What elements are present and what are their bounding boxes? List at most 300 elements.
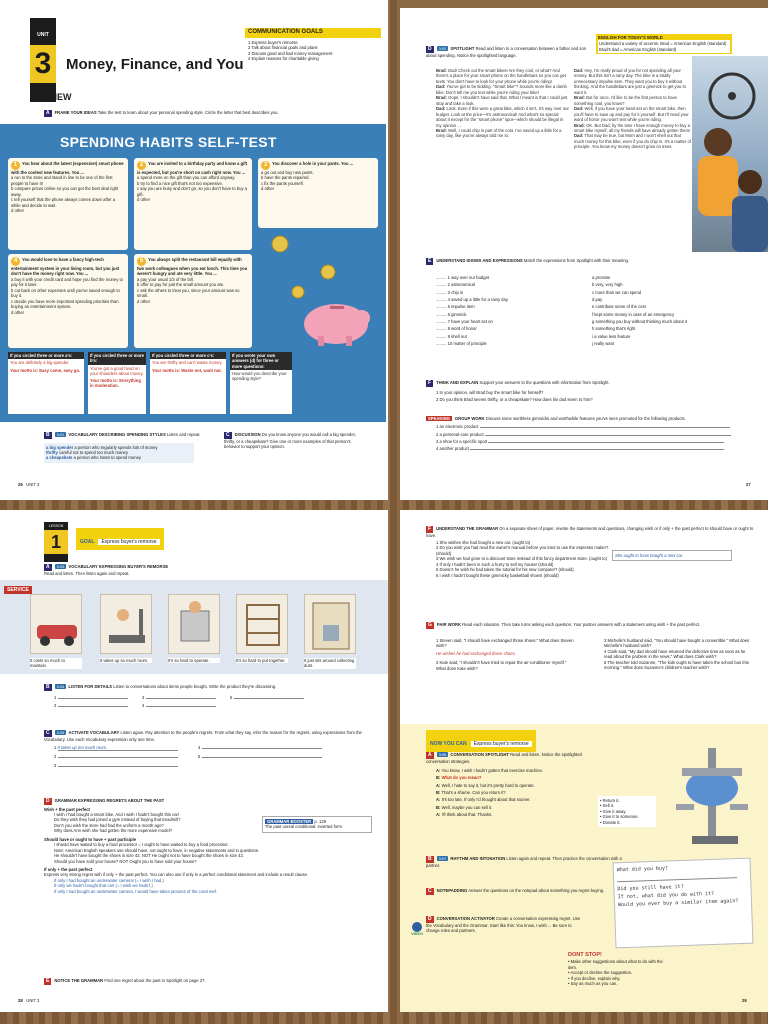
preview-heading: PREVIEW (30, 92, 72, 102)
option[interactable]: c decide you have more important spending priorities than buying an entertainment system. (11, 298, 119, 310)
answer-line[interactable] (54, 754, 194, 759)
vocab-definition: careful not to spend too much money (59, 449, 128, 455)
grammar-example: Should you have sold your house? NOT Ought you to have sold your house? (54, 858, 197, 864)
exercise-text: Support your answers to the questions with information from Spotlight. (479, 380, 610, 385)
audio-track-icon[interactable]: 3:05 (56, 730, 65, 735)
grammar-heading: Wish + the past perfect (44, 806, 90, 812)
product-text: 2 a personal-care product (436, 431, 484, 437)
exercise-heading: VOCABULARY (68, 432, 98, 437)
question-5 (134, 254, 252, 348)
audio-track-icon[interactable]: 3:04 (56, 684, 65, 689)
option[interactable]: a pay your usual 1/3 of the bill. (137, 276, 194, 282)
idea-item: • Give it to someone. (600, 814, 639, 820)
footer-unit: UNIT 3 (26, 998, 40, 1003)
exercise-c (224, 432, 364, 449)
comm-goals-list (245, 38, 381, 64)
illustration-shelf (236, 594, 288, 654)
dont-stop-box (568, 952, 668, 986)
exercise-d-activator (426, 916, 586, 933)
exercise-text: Read each situation. Then take turns asking each question. Your partner answers with a statement using wish + the past perfect. (462, 622, 701, 627)
english-today-text: Understand a variety of accents. Brad = American English (standard) Brad's dad = American English (standard) (598, 40, 730, 53)
notepad (613, 858, 754, 949)
exercise-text: Discuss some worthless gimmicks and worthwhile features you've seen promoted for the following products. (485, 416, 686, 421)
question-text: You discover a hole in your pants. You ... (272, 161, 354, 166)
conversation-line (436, 84, 570, 95)
page-27 (400, 0, 768, 500)
result-body: How would you describe your spending style? (232, 370, 287, 381)
speaker: Dad: (574, 68, 584, 73)
exercise-subheading: DESCRIBING SPENDING STYLES (98, 432, 166, 437)
video-icon (412, 922, 422, 932)
dont-stop-item: • If you decline, explain why. (568, 975, 621, 981)
goal-text: Express buyer's remorse (98, 539, 159, 545)
statement-item: 4 If only I hadn't been in such a hurry to sell my house! (should) (436, 561, 554, 567)
line-text: Oops. I shouldn't have said that. What I meant is that I could just stop and take a look. (436, 95, 568, 106)
page-top-strip (400, 0, 768, 8)
illustration-machine (168, 594, 220, 654)
exercise-label: E (46, 978, 50, 984)
exercise-text: Create a conversation expressing regret. Use the Vocabulary and the Grammar. Start like this: You know, I wish ... Be sure to change roles and partners. (426, 916, 581, 933)
idiom-item[interactable]: ......... 3 chip in (436, 289, 464, 295)
question-1 (8, 158, 128, 250)
self-test-title: SPENDING HABITS SELF-TEST (60, 134, 277, 150)
exercise-label: A (46, 110, 50, 116)
exercise-e-notice (44, 978, 364, 985)
speaker: B: (436, 775, 441, 781)
grammar-example: If only we hadn't bought that car! (= I wish we hadn't.) (54, 883, 153, 889)
audio-track-icon[interactable]: 3:07 (438, 856, 447, 861)
line-text: Well, I hate to say it, but it's pretty hard to operate. (441, 782, 535, 788)
dont-stop-item: • Accept or decline the suggestion. (568, 970, 633, 976)
english-today-heading: ENGLISH FOR TODAY'S WORLD (598, 35, 663, 40)
grammar-heading: If only + the past perfect (44, 867, 93, 873)
notepad-question: What did you buy? (616, 865, 669, 874)
exercise-heading: GROUP WORK (454, 416, 485, 421)
idiom-item[interactable]: ......... 1 way over our budget (436, 275, 490, 280)
booster-text: The past unreal conditional: inverted form (265, 824, 343, 830)
question-text: You are invited to a birthday party and know a gift is expected, but you're short on cash right now. You ... (137, 161, 248, 175)
option[interactable]: b have the pants repaired. (261, 175, 310, 181)
exercise-d-spotlight (426, 46, 594, 58)
exercise-heading: ACTIVATE VOCABULARY (68, 730, 120, 735)
exercise-heading: GRAMMAR (54, 798, 77, 803)
exercise-text: Listen again and repeat. Then practice the conversation with a partner. (426, 856, 622, 868)
illustration-treadmill (100, 594, 152, 654)
vocab-illustration-strip (0, 580, 388, 674)
speaker: A: (436, 782, 441, 788)
english-today-box (596, 34, 732, 54)
illustration-caption: It's so hard to operate. (168, 658, 220, 663)
father-son-bike-photo (692, 56, 768, 252)
grammar-example: If only I had bought an underwater camera, I would have taken pictures of the coral reef. (54, 888, 218, 894)
product-item[interactable] (436, 423, 756, 430)
speaker: Brad: (436, 95, 447, 101)
question-3 (258, 158, 378, 228)
option[interactable]: d other (137, 197, 151, 203)
closet-drawing (305, 595, 357, 655)
now-you-can-panel (400, 724, 768, 1012)
question-number: 3 (261, 161, 270, 170)
audio-track-icon[interactable]: 3:01 (56, 432, 65, 437)
exercise-label: C (226, 432, 230, 438)
answer-line[interactable] (54, 763, 194, 768)
statement-item: 2 Do you wish you had read the owner's manual before you tried to use the espresso maker? (should) (436, 545, 609, 556)
option[interactable]: a run to the store and stand in line to be one of the first people to have it! (11, 175, 113, 186)
example-answer: It takes up too much room. (58, 745, 178, 751)
option[interactable]: c fix the pants yourself. (261, 180, 304, 186)
product-item[interactable] (436, 438, 756, 445)
goal-item: 1 Express buyer's remorse (248, 39, 298, 45)
dont-stop-heading: DONT STOP! (568, 952, 602, 958)
speaker: Brad: (574, 95, 585, 101)
grammar-note: Note: American English speakers use should have, not ought to have, in negative statements and in questions. (54, 847, 260, 853)
line-text: You've got to be kidding. "Smart bike"? Sounds more like a dumb bike. Don't tell me you text while you're riding your bike! (436, 84, 567, 95)
grammar-example: Do they wish they had joined a gym instead of buying that treadmill? (54, 817, 181, 823)
result-heading: If you circled three or more b's: (90, 353, 144, 364)
meaning-item: i a value less feature (592, 333, 631, 339)
exercise-heading: UNDERSTAND IDIOMS AND EXPRESSIONS (436, 258, 523, 263)
speaker: Dad: (436, 106, 446, 112)
conversation-line (436, 796, 606, 803)
line-text: What do you mean? (441, 775, 482, 781)
lesson-label: LESSON (48, 524, 64, 528)
speaker: A: (436, 797, 441, 803)
meaning-item: j really want (592, 341, 615, 347)
idiom-item[interactable]: ......... 8 word of honor (436, 326, 477, 332)
answer-number: 3 (54, 762, 57, 768)
product-item[interactable] (436, 445, 756, 452)
meaning-item: h something that's right (592, 326, 636, 332)
notepad-question: Did you still have it? (617, 883, 684, 893)
question-number: 2 (137, 161, 146, 170)
line-text: Dad! Check out the smart bikes! Are they cool, or what? And there's a place for your smart phone on the handlebars so you can get texts. You don't have to look for your phone while you're riding! (436, 68, 566, 84)
option[interactable]: b try to find a nice gift that's not too expensive. (137, 180, 223, 186)
notepad-question: Would you ever buy a similar item again? (617, 898, 739, 909)
meaning-item: b very, very high (592, 282, 623, 288)
exercise-a-vocab (44, 564, 344, 576)
speaker: Brad: (574, 122, 585, 128)
answer-number: 3 (142, 694, 145, 700)
spotlight-conversation-col2 (574, 68, 692, 150)
page-number: 27 (746, 482, 751, 487)
result-body: You've got a good head on your shoulders about money. (90, 365, 144, 376)
conversation-line (574, 68, 692, 95)
exercise-label: C (46, 730, 50, 736)
meanings-list (592, 274, 760, 347)
product-text: 1 an electronic product (436, 424, 479, 430)
goal-item: 2 Talk about financial goals and plans (248, 45, 318, 51)
line-text: I'll think about that. Thanks. (441, 812, 493, 818)
exercise-text: Read and listen. Notice the spotlighted conversation strategies. (426, 752, 582, 764)
exercise-label: F (428, 526, 432, 532)
exercise-text: Take the test to learn about your personal spending style. Circle the letter that best describes you. (97, 110, 279, 115)
result-a (8, 352, 84, 414)
exercise-text: Answer the questions on the notepad about something you regret buying. (468, 888, 605, 893)
result-motto: Your motto is: Waste not, want not. (152, 367, 222, 373)
illustration-caption: It costs so much to maintain. (30, 658, 82, 669)
conversation-line (436, 128, 570, 139)
answer-number: 1 (54, 694, 57, 700)
vocab-word: a big spender (46, 444, 74, 450)
goal-text: Express buyer's remorse (471, 741, 532, 747)
audio-track-icon[interactable]: 3:03 (56, 564, 65, 569)
self-test-panel (0, 124, 386, 422)
result-body: You are definitely a big spender. (10, 360, 70, 366)
grammar-example: He shouldn't have bought the shoes in size 42. NOT He ought not to have bought the shoes in size 42. (54, 853, 244, 859)
question-number: 1 (11, 161, 20, 170)
shelf-drawing (237, 595, 289, 655)
exercise-d-grammar (44, 798, 378, 894)
idioms-list (436, 274, 576, 347)
answer-line[interactable] (54, 745, 194, 751)
exercise-label: A (46, 564, 50, 570)
exercise-f (426, 380, 756, 403)
page-footer (18, 482, 39, 487)
page-footer (18, 998, 39, 1003)
illustration-car (30, 594, 82, 654)
result-heading: If you wrote your own answers (d) for three or more questions: (230, 352, 292, 370)
idiom-item[interactable]: ......... 7 have your heart set on (436, 319, 493, 325)
conversation-line (574, 95, 692, 106)
product-text: 4 another product (436, 445, 469, 451)
illustration-caption: It just sits around collecting dust. (304, 658, 355, 669)
answer-line[interactable] (142, 703, 226, 708)
line-text: Hey, I'm really proud of you for not spending all your money. But this isn't a rainy day. The bike is a totally unnecessary impulse item. They want you to buy it without thinking. And the handlebars are just a gimmick to get you to want it. (574, 68, 686, 95)
line-text: Well, maybe you can sell it. (441, 804, 493, 810)
question-number: 5 (137, 257, 146, 266)
answer-line[interactable] (198, 745, 338, 751)
answer-number: 2 (54, 702, 57, 708)
idiom-text: 7 have your heart set on (447, 319, 493, 325)
audio-track-icon[interactable]: 3:02 (438, 46, 447, 51)
option[interactable]: c ask the others to treat you, since your amount was so small. (137, 287, 240, 299)
idiom-text: 8 word of honor (447, 326, 477, 332)
exercise-label: E (428, 258, 432, 264)
grammar-example: I should have waited to buy a food processor = I ought to have waited to buy a food processor. (54, 842, 229, 848)
situation-item: 2 Kate said, "I shouldn't have tried to repair the air-conditioner myself." What does Kate wish? (436, 660, 567, 671)
option[interactable]: d other (261, 186, 275, 192)
goal-item: 3 Discuss good and bad money management (248, 50, 333, 56)
option[interactable]: c say you are busy and don't go, so you don't have to buy a gift. (137, 186, 248, 197)
exercise-heading: VOCABULARY (68, 564, 98, 569)
notepad-question: If not, what did you do with it? (617, 890, 715, 901)
situation-item: 5 The teacher told Suzanne, "The kids ought to have taken the school bus this morning." What does Suzanne's children's teacher wish? (604, 659, 749, 671)
option[interactable]: b compare prices online so you can get the best deal right away. (11, 186, 119, 197)
exercise-heading: NOTEPADDING (436, 888, 468, 893)
option[interactable]: b offer to pay for just the small amount you ate. (137, 282, 225, 288)
pair-work-col1 (436, 638, 576, 671)
option[interactable]: d other (137, 298, 151, 304)
exercise-e (426, 258, 756, 265)
conversation-line (574, 106, 692, 122)
option[interactable]: d other (11, 309, 25, 315)
idiom-text: 4 saved up a little for a rainy day (447, 297, 508, 303)
conversation-line (436, 767, 606, 774)
question-text: You hear about the latest (expensive!) smart phone with the coolest new features. You ... (11, 161, 124, 175)
idiom-text: 10 matter of principle (447, 341, 487, 347)
exercise-label: G (428, 622, 432, 628)
product-text: 3 a shoe for a specific sport (436, 438, 488, 444)
situation-item: 1 Steven said, "I should have exchanged those shoes." What does Steven wish? (436, 638, 574, 649)
exercise-heading: SPOTLIGHT (450, 46, 475, 51)
page-number: 29 (742, 998, 747, 1003)
product-item[interactable] (436, 431, 756, 438)
exercise-text: On a separate sheet of paper, rewrite the statements and questions, changing wish or if only + the past perfect to should have or ought to have. (426, 526, 754, 538)
line-text: Look. Even if this were a great bike, which it isn't, it's way over our budget. Look at the price—it's astronomical! And what's so special about it except for the "smart phone" spot—which should be illegal in my opinion ... (436, 106, 569, 128)
option[interactable]: b cut back on other expenses until you've saved enough to buy it. (11, 287, 120, 299)
exercise-b (44, 432, 204, 463)
goal-banner (76, 528, 164, 550)
exercise-text: Read and listen to a conversation between a father and son about spending. Notice the spotlighted language. (426, 46, 587, 58)
speaker: B: (436, 789, 441, 795)
line-text: Well, if you have your heart set on the smart bike, then you'll have to save up and pay for it yourself. But I'll need your word of honor you won't text while you're riding. (574, 106, 689, 123)
pair-work-col2 (604, 638, 754, 671)
answer-number: 5 (230, 694, 233, 700)
conversation-line (436, 95, 570, 106)
idea-item: • Give it away. (600, 808, 627, 814)
grammar-heading: Should have or ought to have + past participle (44, 836, 137, 842)
option[interactable]: d other (11, 208, 25, 214)
answer-line[interactable] (142, 695, 226, 700)
footer-unit: UNIT 3 (26, 482, 40, 487)
speaker: Brad: (436, 68, 447, 73)
conversation-line (436, 68, 570, 84)
option[interactable]: a buy it with your credit card and hope you find the money to pay for it later. (11, 276, 123, 288)
line-text: You know, I wish I hadn't gotten that exercise machine. (441, 767, 543, 773)
result-d (230, 352, 292, 414)
illustration-caption: It's so hard to put together. (236, 658, 288, 663)
unit-number: 3 (30, 45, 56, 83)
option[interactable]: a go out and buy new pants. (261, 170, 314, 175)
service-sign: SERVICE (4, 586, 32, 594)
answer-line[interactable] (54, 703, 138, 708)
page-number: 28 (18, 998, 23, 1003)
idiom-item[interactable]: ......... 4 saved up a little for a rainy day (436, 297, 508, 303)
question-text: You always split the restaurant bill equally with two work colleagues when you eat lunch. This time you weren't hungry and ate very little. You ... (137, 257, 248, 277)
speaking-tag: SPEAKING (428, 416, 450, 421)
exercise-label: D (428, 916, 432, 922)
idiom-item[interactable]: ......... 9 shell out (436, 333, 467, 339)
exercise-heading: CONVERSATION ACTIVATOR (436, 916, 495, 921)
statement-item: 6 I wish I hadn't bought these gimmicky basketball shoes! (should) (436, 572, 559, 578)
statement-item: 1 She wishes she had bought a new car. (ought to) (436, 539, 531, 545)
illustration-closet (304, 594, 356, 654)
question-4 (8, 254, 128, 348)
meaning-item: e contribute some of the cost (592, 304, 646, 310)
answer-number: 5 (198, 754, 201, 760)
idiom-text: 3 chip in (447, 289, 464, 295)
audio-track-icon[interactable]: 3:06 (438, 752, 447, 757)
meaning-item: g something you buy without thinking much about it (592, 319, 687, 325)
answer-line[interactable] (230, 695, 314, 700)
idiom-text: 1 way over our budget (447, 275, 490, 280)
exercise-b-rhythm (426, 856, 626, 868)
statement-item: 5 Doesn't he wish he had taken the tutorial for his new computer? (should) (436, 567, 574, 573)
question-item: 1 In your opinion, will Brad buy the smart bike for himself? (436, 389, 544, 395)
question-2 (134, 158, 252, 250)
exercise-label: B (428, 856, 432, 862)
treadmill-drawing (101, 595, 153, 655)
result-motto: Your motto is: Easy come, easy go. (10, 367, 81, 373)
situation-item: 4 Clark said, "My dad should have returned the defective tires as soon as he read about the problem in the news." What does Clark wish? (604, 648, 746, 660)
meaning-item: f kept some money in case of an emergency (592, 311, 675, 317)
illustration-caption: It takes up so much room. (100, 658, 152, 663)
conversation-line (436, 774, 606, 781)
conversation-line (436, 782, 606, 789)
grammar-booster-box[interactable] (262, 816, 372, 833)
exercise-a-conversation (426, 752, 606, 818)
exercise-text: Listen again. Pay attention to the people's regrets. From what they say, infer the reason for the regrets, using expressions from the Vocabulary. Use each Vocabulary expression only one time. (44, 730, 362, 742)
goal-tag: GOAL (80, 539, 95, 545)
exercise-subheading: EXPRESSING REGRETS ABOUT THE PAST (78, 798, 165, 803)
booster-page: p. 129 (314, 819, 327, 824)
exercise-machine-illustration (662, 728, 762, 854)
idea-item: • Donate it. (600, 819, 621, 825)
idiom-item[interactable]: ......... 6 gimmick (436, 311, 467, 317)
question-number: 4 (11, 257, 20, 266)
result-heading: If you circled three or more a's: (8, 352, 84, 359)
vocab-word: thrifty (46, 449, 58, 455)
video-label: VIDEO (411, 932, 423, 936)
idiom-item[interactable]: ......... 2 astronomical (436, 282, 475, 288)
now-you-can-tag: NOW YOU CAN (430, 741, 467, 747)
grammar-example: I wish I had bought a smart bike. And I wish I hadn't bought this car! (54, 811, 180, 817)
vocab-box (44, 443, 194, 463)
conversation-line (436, 804, 606, 811)
answer-line[interactable] (54, 695, 138, 700)
exercise-label: C (428, 888, 432, 894)
video-badge[interactable] (410, 922, 424, 952)
idea-item: • Return it. (600, 798, 620, 803)
exercise-label: D (46, 798, 50, 804)
result-c (150, 352, 226, 414)
speaker: A: (436, 767, 441, 773)
lesson-number: 1 (44, 530, 68, 554)
idiom-item[interactable]: ......... 10 matter of principle (436, 341, 487, 347)
piggy-bank-illustration (258, 232, 382, 352)
idiom-item[interactable]: ......... 5 impulse item (436, 304, 475, 310)
exercise-label: D (428, 46, 432, 52)
answer-number: 4 (142, 702, 145, 708)
dont-stop-item: • Make other suggestions about what to do with the item. (568, 959, 663, 970)
option[interactable]: c tell yourself that the phone always comes down after a while and decide to wait. (11, 197, 116, 208)
question-item: 2 Do you think Brad seems thrifty, or a cheapskate? How does his dad seem to him? (436, 396, 593, 402)
answer-line[interactable] (198, 754, 338, 759)
idiom-text: 6 gimmick (447, 311, 467, 317)
grammar-note: Express very strong regret with if only + the past perfect. You can also use if only in a perfect conditional statement and include a result clause. (44, 872, 309, 878)
exercise-heading: NOTICE THE GRAMMAR (54, 978, 104, 983)
exercise-b-listen (44, 684, 364, 708)
speaker: A: (436, 812, 441, 818)
example-answer: He wishes he had exchanged those shoes. (436, 650, 516, 656)
statement-item: 3 We wish we had gone to a discount store instead of this fancy department store. (ought to) (436, 556, 608, 562)
exercise-heading: CONVERSATION SPOTLIGHT (450, 752, 509, 757)
ideas-box (598, 796, 656, 827)
question-text: You would love to have a fancy high-tech entertainment system in your living room, but you just don't have the money right now. You ... (11, 257, 120, 277)
comm-goals (245, 28, 381, 64)
meaning-item: c more than we can spend (592, 289, 642, 295)
vocab-definition: a person who hates to spend money (73, 455, 141, 461)
conversation-line (436, 789, 606, 796)
option[interactable]: a spend more on the gift than you can afford anyway. (137, 175, 236, 181)
exercise-heading: DISCUSSION (234, 432, 261, 437)
idiom-text: 2 astronomical (447, 282, 475, 288)
answer-number: 2 (54, 754, 57, 760)
grammar-example: If only I had bought an underwater camera! (= I wish I had.) (54, 877, 164, 883)
exercise-text: Do you know anyone you would call a big spender, thrifty, or a cheapskate? Give one or more examples of that person's behavior to support your opinion. (224, 432, 356, 449)
lesson-badge (44, 522, 68, 562)
exercise-label: B (46, 684, 50, 690)
